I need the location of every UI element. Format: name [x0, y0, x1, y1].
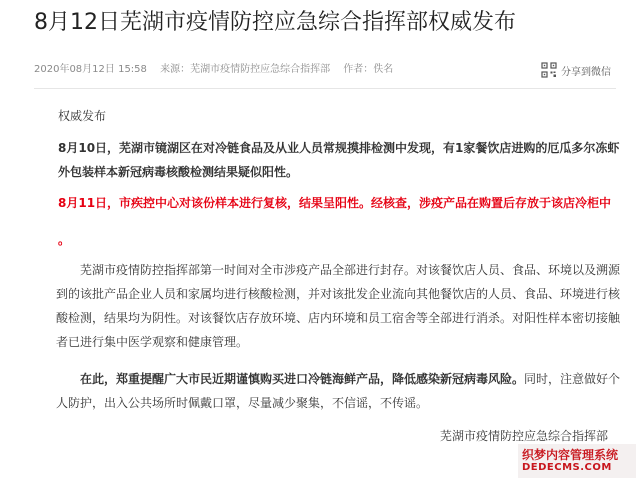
article-meta	[34, 61, 614, 79]
paragraph-3: 芜湖市疫情防控指挥部第一时间对全市涉疫产品全部进行封存。对该餐饮店人员、食品、环境以及溯源到的该批产品企业人员和家属均进行核酸检测，并对该批发企业流向其他餐饮店的人员、食品、环境进行核酸检测，结果均为阴性。对该餐饮店存放环境、店内环境和员工宿舍等全部进行消杀。对阳性样本密切接触者已进行集中医学观察和健康管理。	[56, 263, 621, 349]
publish-date: 2020年08月12日 15:58	[34, 64, 147, 75]
article-author: 作者：佚名	[343, 64, 394, 75]
watermark	[518, 444, 636, 478]
share-to-wechat-button[interactable]	[541, 60, 611, 80]
signature: 芜湖市疫情防控应急综合指挥部	[440, 429, 609, 443]
paragraph-2-end: 。	[58, 233, 71, 247]
paragraph-1: 8月10日，芜湖市镜湖区在对冷链食品及从业人员常规摸排检测中发现，有1家餐饮店进购的厄瓜多尔冻虾外包装样本新冠病毒核酸检测结果疑似阳性。	[58, 141, 620, 179]
watermark-line-1: 织梦内容管理系统	[522, 448, 619, 462]
article-title: 8月12日芜湖市疫情防控应急综合指挥部权威发布	[34, 10, 516, 35]
paragraph-2: 8月11日，市疾控中心对该份样本进行复核，结果呈阳性。经核查，涉疫产品在购置后存放于该店冷柜中	[58, 196, 612, 210]
qr-code-icon	[541, 62, 557, 78]
watermark-line-2: DEDECMS.COM	[522, 462, 612, 473]
paragraph-4-rest: 同时，注意做好个人防护，出入公共场所时佩戴口罩，尽量减少聚集，不信谣，不传谣。	[56, 372, 621, 410]
divider	[34, 88, 616, 89]
paragraph-4	[56, 367, 628, 415]
share-label: 分享到微信	[561, 66, 611, 78]
article-source[interactable]: 来源：芜湖市疫情防控应急综合指挥部	[160, 64, 331, 75]
paragraph-4-emphasis: 在此，郑重提醒广大市民近期谨慎购买进口冷链海鲜产品，降低感染新冠病毒风险。	[80, 372, 525, 386]
intro-label: 权威发布	[58, 109, 107, 123]
